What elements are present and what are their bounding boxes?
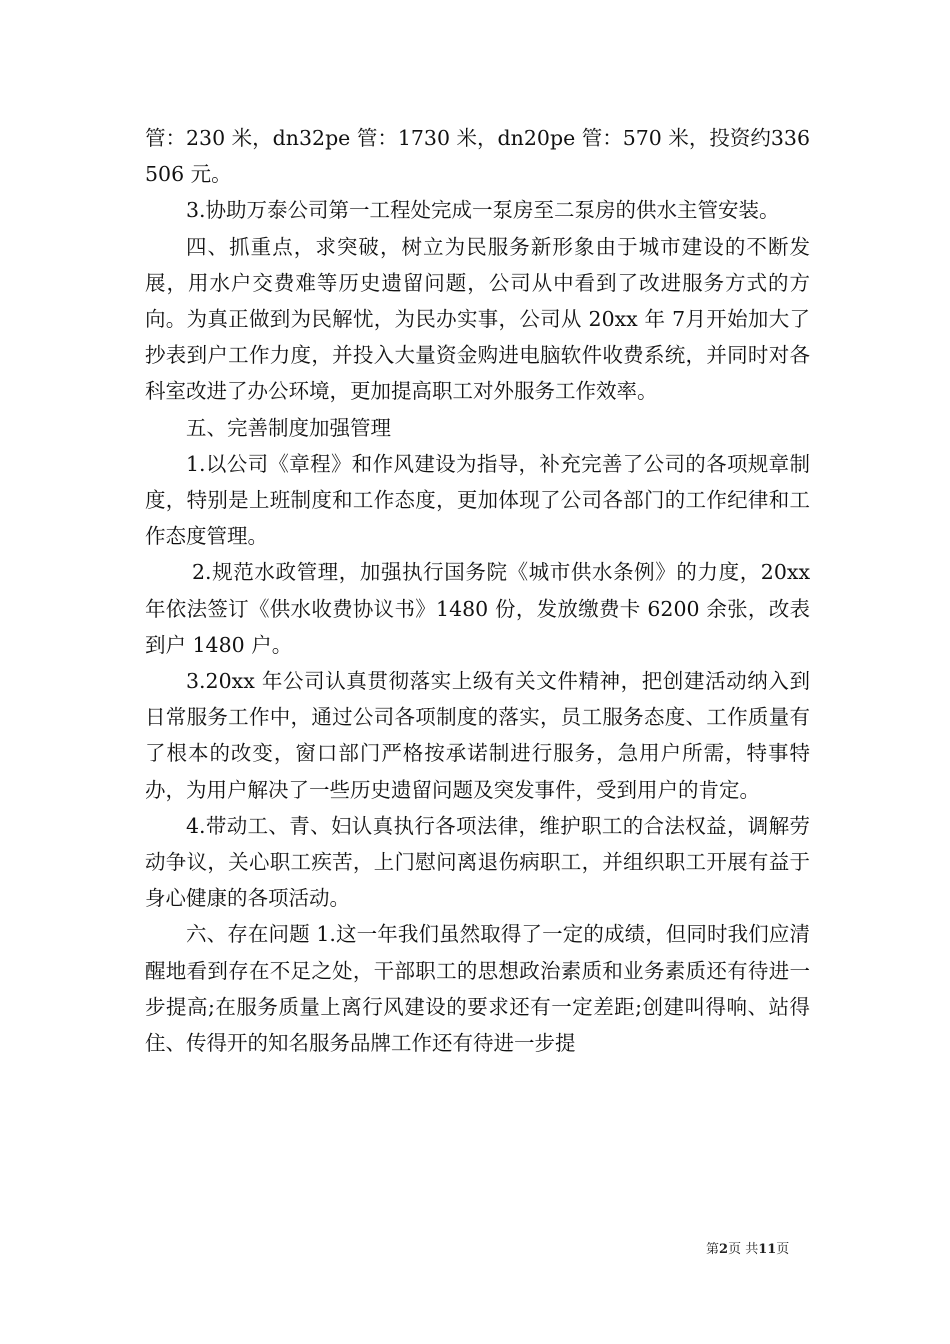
paragraph-pipe-investment: 管：230 米，dn32pe 管：1730 米，dn20pe 管：570 米，投资约336506 元。	[145, 126, 810, 187]
document-body	[145, 120, 810, 1061]
footer-prefix: 第	[706, 1242, 720, 1257]
paragraph-item-2-water-admin: 2.规范水政管理，加强执行国务院《城市供水条例》的力度，20xx 年依法签订《供水收费协议书》1480 份，发放缴费卡 6200 余张，改表到户 1480 户。	[145, 560, 810, 657]
paragraph-item-3-pump-house: 3.协助万泰公司第一工程处完成一泵房至二泵房的供水主管安装。	[186, 198, 780, 223]
paragraph-item-4-staff: 4.带动工、青、妇认真执行各项法律，维护职工的合法权益，调解劳动争议，关心职工疾苦，上门慰问离退伤病职工，并组织职工开展有益于身心健康的各项活动。	[145, 813, 810, 911]
page-number-footer	[706, 1241, 816, 1259]
footer-middle: 页 共	[728, 1242, 759, 1257]
paragraph-section-4: 四、抓重点，求突破，树立为民服务新形象由于城市建设的不断发展，用水户交费难等历史遗留问题，公司从中看到了改进服务方式的方向。为真正做到为民解忧，为民办实事，公司从 20xx 年 7月开始加大了抄表到户工作力度，并投入大量资金购进电脑软件收费系统，并同时对各科室改进了办公环境，更加提高职工对外服务工作效率。	[145, 234, 810, 404]
paragraph-section-6-problems: 六、存在问题 1.这一年我们虽然取得了一定的成绩，但同时我们应清醒地看到存在不足之处，干部职工的思想政治素质和业务素质还有待进一步提高;在服务质量上离行风建设的要求还有一定差距;创建叫得响、站得住、传得开的知名服务品牌工作还有待进一步提	[145, 922, 810, 1056]
current-page-number: 2	[719, 1242, 729, 1257]
total-page-number: 11	[758, 1242, 777, 1257]
paragraph-item-3-service: 3.20xx 年公司认真贯彻落实上级有关文件精神，把创建活动纳入到日常服务工作中，通过公司各项制度的落实，员工服务态度、工作质量有了根本的改变，窗口部门严格按承诺制进行服务，急用户所需，特事特办，为用户解决了一些历史遗留问题及突发事件，受到用户的肯定。	[145, 669, 810, 802]
footer-suffix: 页	[776, 1242, 790, 1257]
paragraph-section-5-heading: 五、完善制度加强管理	[186, 415, 391, 440]
paragraph-item-1-rules: 1.以公司《章程》和作风建设为指导，补充完善了公司的各项规章制度，特别是上班制度和工作态度，更加体现了公司各部门的工作纪律和工作态度管理。	[145, 451, 810, 549]
